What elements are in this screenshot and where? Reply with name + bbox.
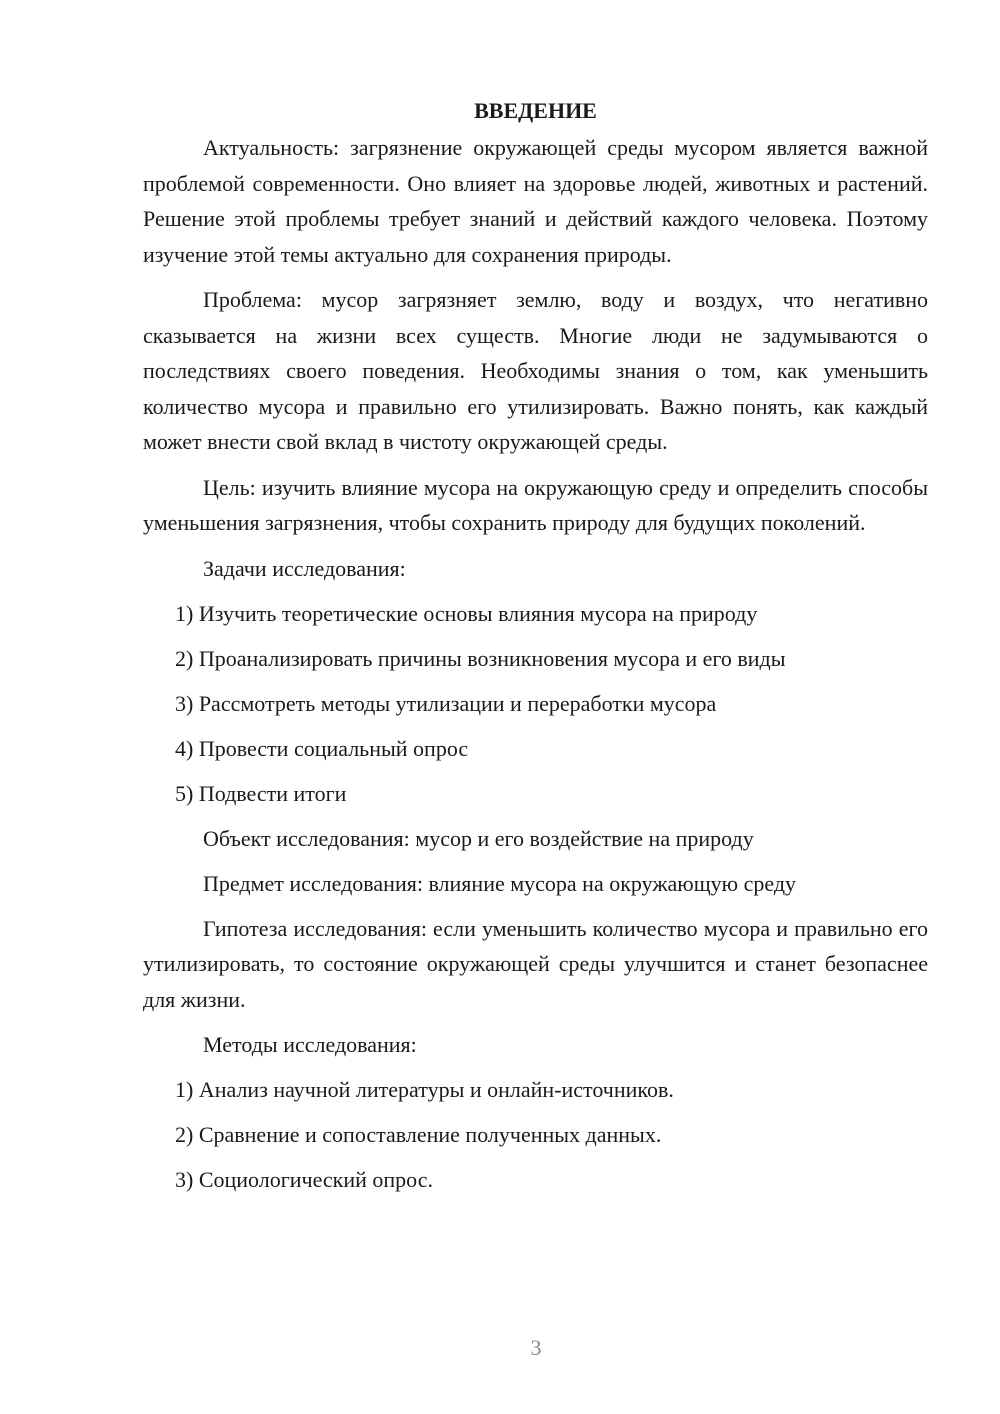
hypothesis-paragraph: Гипотеза исследования: если уменьшить количество мусора и правильно его утилизировать, то состояние окружающей среды улучшится и станет безопаснее для жизни. <box>143 915 928 1012</box>
task-item: 2) Проанализировать причины возникновения мусора и его виды <box>175 645 786 671</box>
page-number: 3 <box>530 1335 542 1360</box>
method-item: 3) Социологический опрос. <box>175 1167 433 1192</box>
task-item: 1) Изучить теоретические основы влияния мусора на природу <box>175 600 758 626</box>
page-content <box>143 96 928 1207</box>
task-item: 4) Провести социальный опрос <box>175 735 469 761</box>
research-subject: Предмет исследования: влияние мусора на окружающую среду <box>203 870 797 896</box>
relevance-paragraph: Актуальность: загрязнение окружающей среды мусором является важной проблемой современности. Оно влияет на здоровье людей, животных и растений. Решение этой проблемы требует знаний и действий каждого человека. Поэтому изучение этой темы актуально для сохранения природы. <box>143 135 928 267</box>
method-item: 2) Сравнение и сопоставление полученных данных. <box>175 1122 662 1147</box>
tasks-heading: Задачи исследования: <box>203 555 406 581</box>
methods-heading: Методы исследования: <box>203 1032 417 1057</box>
task-item: 3) Рассмотреть методы утилизации и переработки мусора <box>175 690 717 716</box>
methods-list <box>143 1072 928 1197</box>
method-item: 1) Анализ научной литературы и онлайн-источников. <box>175 1077 674 1102</box>
task-item: 5) Подвести итоги <box>175 780 347 806</box>
tasks-list <box>143 596 928 811</box>
goal-paragraph: Цель: изучить влияние мусора на окружающую среду и определить способы уменьшения загрязнения, чтобы сохранить природу для будущих поколений. <box>143 474 928 535</box>
research-object: Объект исследования: мусор и его воздействие на природу <box>203 825 754 851</box>
problem-paragraph: Проблема: мусор загрязняет землю, воду и воздух, что негативно сказывается на жизни всех существ. Многие люди не задумываются о последствиях своего поведения. Необходимы знания о том, как уменьшить количество мусора и правильно его утилизировать. Важно понять, как каждый может внести свой вклад в чистоту окружающей среды. <box>143 287 928 454</box>
section-title: ВВЕДЕНИЕ <box>474 98 597 123</box>
